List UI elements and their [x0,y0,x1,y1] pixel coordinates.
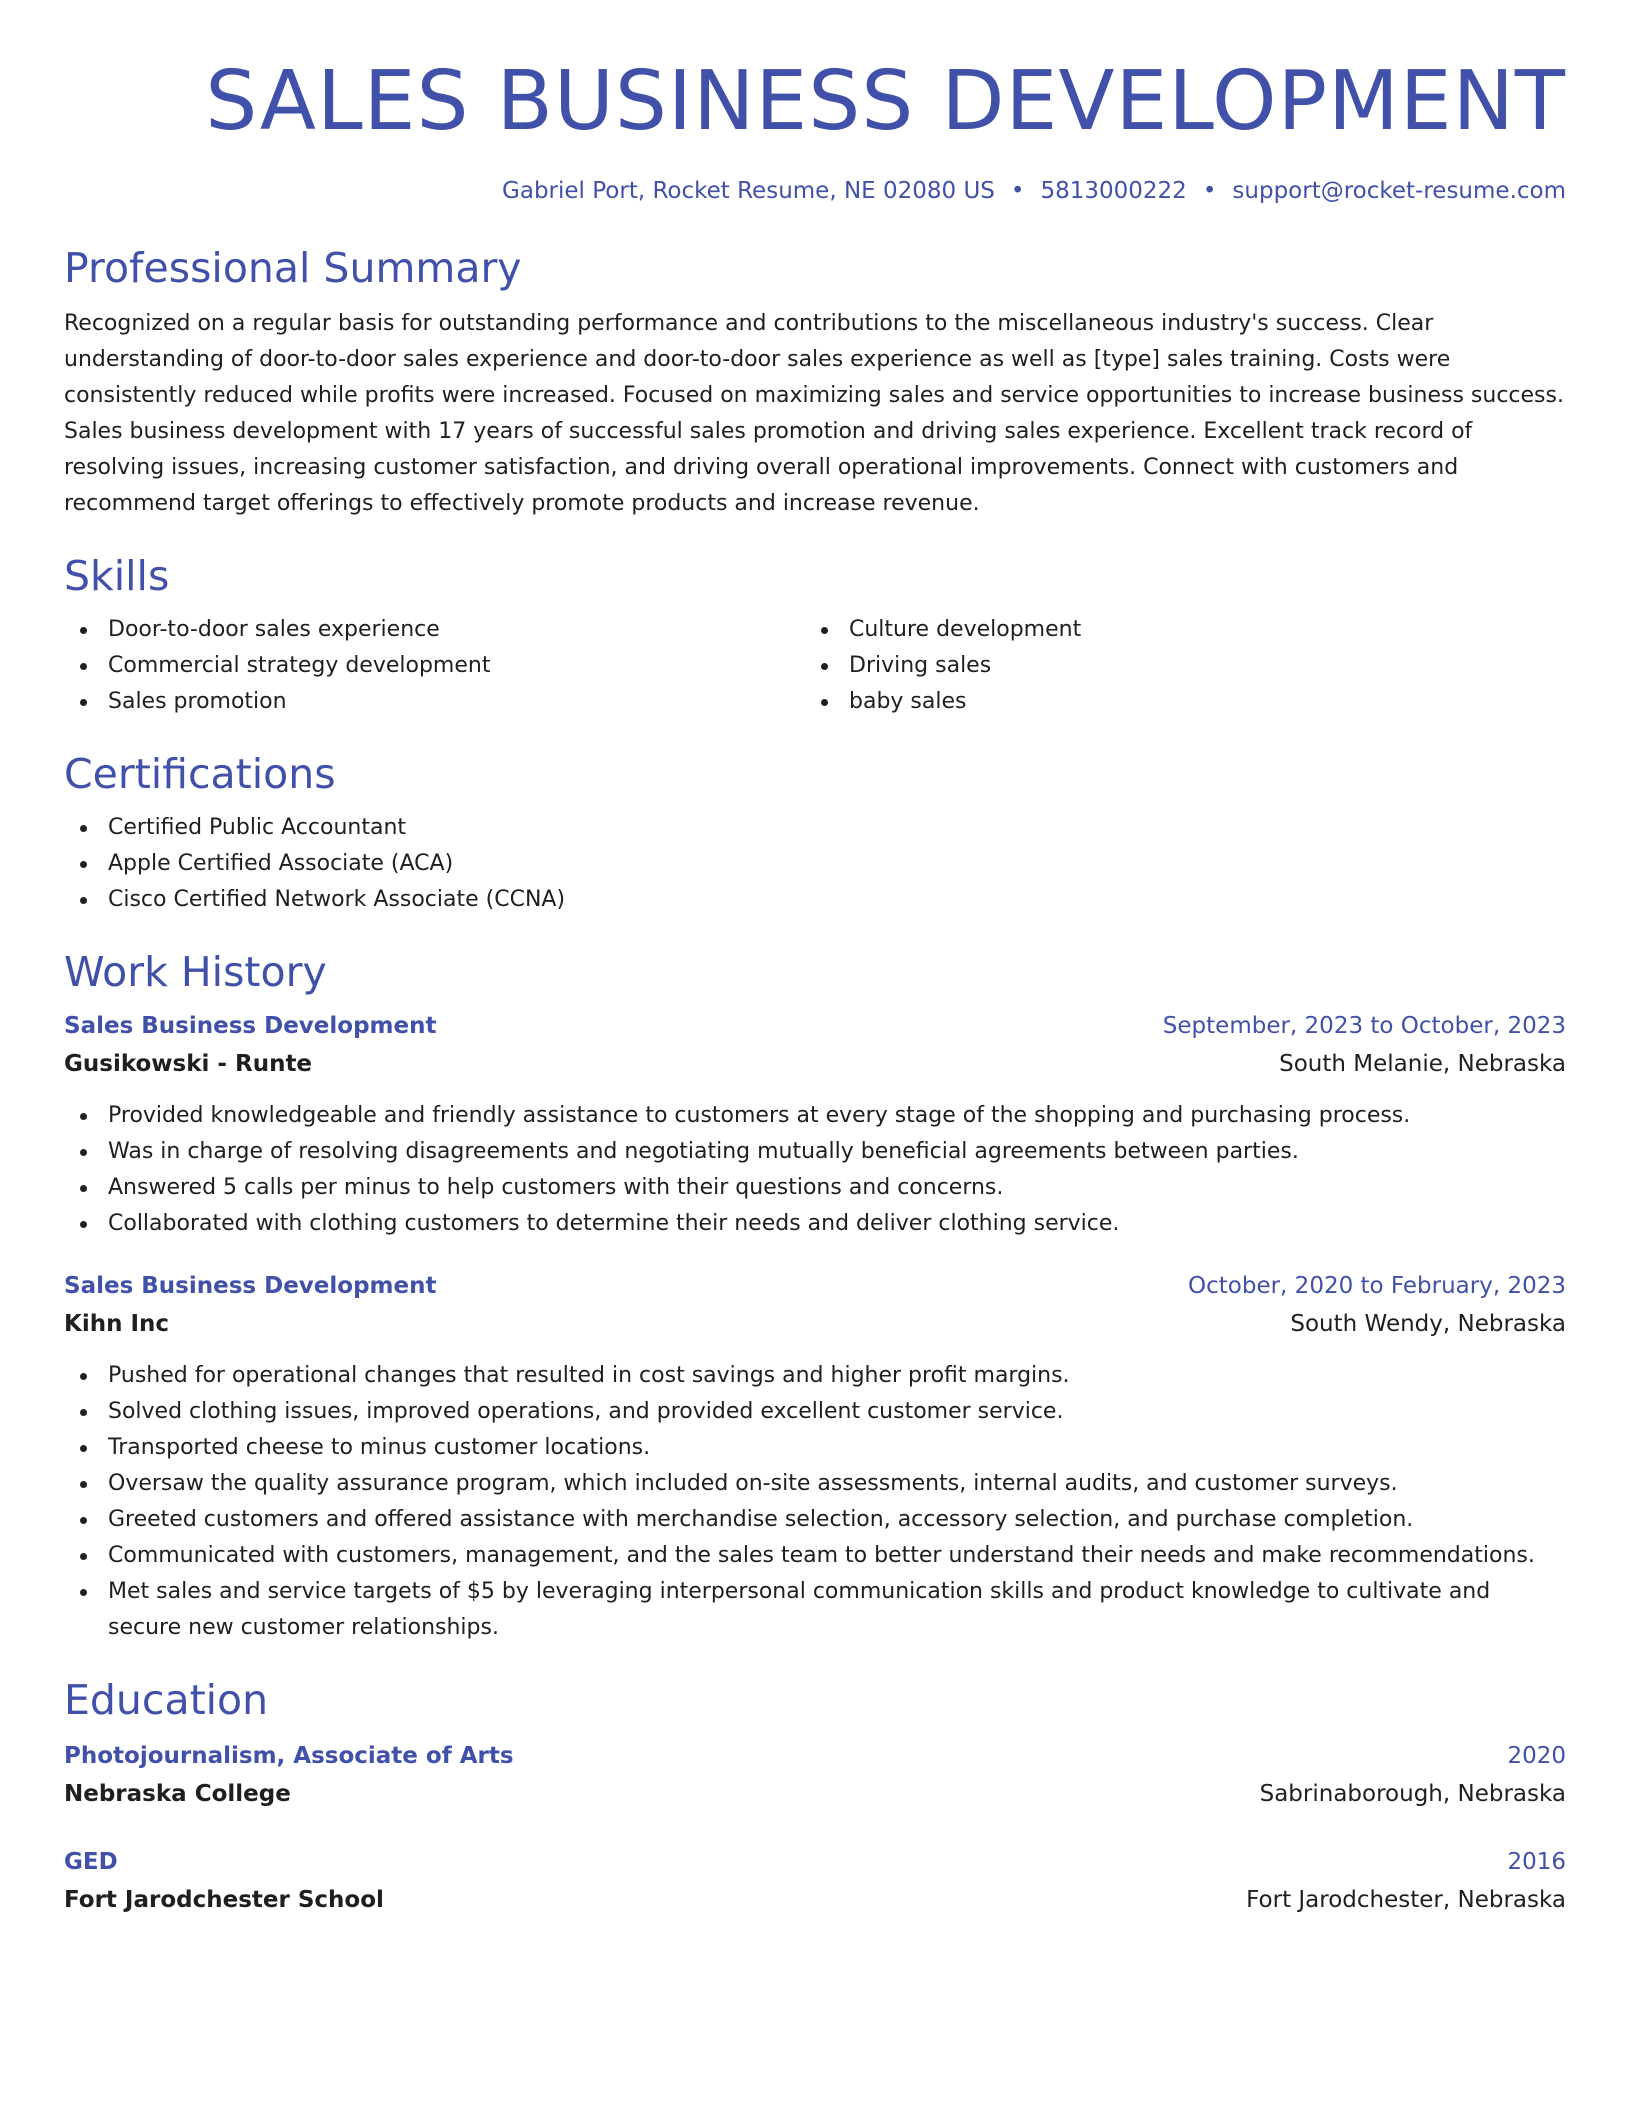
job-title: Sales Business Development [64,1013,437,1039]
job-duty-item: Was in charge of resolving disagreements and negotiating mutually beneficial agreements between parties. [64,1134,1566,1170]
education-school-row [64,1774,1566,1814]
job-duty-item: Solved clothing issues, improved operations, and provided excellent customer service. [64,1394,1566,1430]
skills-grid [64,612,1566,720]
job-duty-item: Pushed for operational changes that resulted in cost savings and higher profit margins. [64,1358,1566,1394]
education-year: 2016 [1507,1849,1566,1875]
certification-item: Certified Public Accountant [64,810,1566,846]
section-heading-certifications: Certifications [64,750,336,798]
work-history-section [64,946,1566,1646]
job-employer: Gusikowski - Runte [64,1051,313,1077]
job-dates: October, 2020 to February, 2023 [1188,1273,1566,1299]
certifications-list [64,810,1566,918]
education-entry [64,1844,1566,1920]
resume-title: SALES BUSINESS DEVELOPMENT [205,54,1566,149]
job-header-row [64,1008,1566,1044]
job-duties-list [64,1098,1566,1242]
job-location: South Melanie, Nebraska [1279,1051,1566,1077]
education-degree: GED [64,1849,118,1875]
section-heading-skills: Skills [64,552,170,600]
skills-list-right [805,612,1546,720]
skill-item: Driving sales [805,648,1546,684]
job-entry [64,1008,1566,1242]
certification-item: Apple Certified Associate (ACA) [64,846,1566,882]
job-duties-list [64,1358,1566,1646]
resume-page [64,0,1566,1920]
contact-address: Gabriel Port, Rocket Resume, NE 02080 US [502,178,995,204]
job-duty-item: Greeted customers and offered assistance with merchandise selection, accessory selection, and purchase completion. [64,1502,1566,1538]
skills-list-left [64,612,805,720]
section-heading-work-history: Work History [64,948,327,996]
education-section [64,1674,1566,1920]
job-duty-item: Oversaw the quality assurance program, which included on-site assessments, internal audits, and customer surveys. [64,1466,1566,1502]
section-heading-education: Education [64,1676,269,1724]
education-year: 2020 [1507,1743,1566,1769]
education-header-row [64,1844,1566,1880]
summary-text: Recognized on a regular basis for outstanding performance and contributions to the miscellaneous industry's success. Clear understanding of door-to-door sales experience and door-to-door sales experience as well as [type] sales training. Costs were consistently reduced while profits were increased. Focused on maximizing sales and service opportunities to increase business success. Sales business development with 17 years of successful sales promotion and driving sales experience. Excellent track record of resolving issues, increasing customer satisfaction, and driving overall operational improvements. Connect with customers and recommend target offerings to effectively promote products and increase revenue. [64,311,1564,516]
certification-item: Cisco Certified Network Associate (CCNA) [64,882,1566,918]
job-employer: Kihn Inc [64,1311,170,1337]
education-header-row [64,1738,1566,1774]
skill-item: Commercial strategy development [64,648,805,684]
education-location: Fort Jarodchester, Nebraska [1246,1887,1566,1913]
job-duty-item: Communicated with customers, management, and the sales team to better understand their needs and make recommendations. [64,1538,1566,1574]
skill-item: baby sales [805,684,1546,720]
certifications-section [64,748,1566,918]
skill-item: Sales promotion [64,684,805,720]
contact-phone[interactable]: 5813000222 [1040,178,1187,204]
contact-line [64,176,1566,206]
job-duty-item: Collaborated with clothing customers to determine their needs and deliver clothing service. [64,1206,1566,1242]
skill-item: Door-to-door sales experience [64,612,805,648]
job-title: Sales Business Development [64,1273,437,1299]
job-duty-item: Provided knowledgeable and friendly assistance to customers at every stage of the shopping and purchasing process. [64,1098,1566,1134]
education-school-row [64,1880,1566,1920]
job-employer-row [64,1304,1566,1344]
job-duty-item: Answered 5 calls per minus to help customers with their questions and concerns. [64,1170,1566,1206]
education-school: Nebraska College [64,1781,291,1807]
skill-item: Culture development [805,612,1546,648]
contact-email[interactable]: support@rocket-resume.com [1232,178,1566,204]
education-degree: Photojournalism, Associate of Arts [64,1743,514,1769]
job-duty-item: Met sales and service targets of $5 by leveraging interpersonal communication skills and product knowledge to cultivate and secure new customer relationships. [64,1574,1566,1646]
summary-section [64,242,1566,522]
skills-section [64,550,1566,720]
education-entry [64,1738,1566,1814]
job-header-row [64,1268,1566,1304]
contact-separator: • [1202,178,1217,204]
job-entry [64,1268,1566,1646]
education-school: Fort Jarodchester School [64,1887,384,1913]
job-duty-item: Transported cheese to minus customer locations. [64,1430,1566,1466]
education-location: Sabrinaborough, Nebraska [1259,1781,1566,1807]
job-location: South Wendy, Nebraska [1290,1311,1566,1337]
contact-separator: • [1010,178,1025,204]
section-heading-summary: Professional Summary [64,244,522,292]
job-employer-row [64,1044,1566,1084]
job-dates: September, 2023 to October, 2023 [1162,1013,1566,1039]
